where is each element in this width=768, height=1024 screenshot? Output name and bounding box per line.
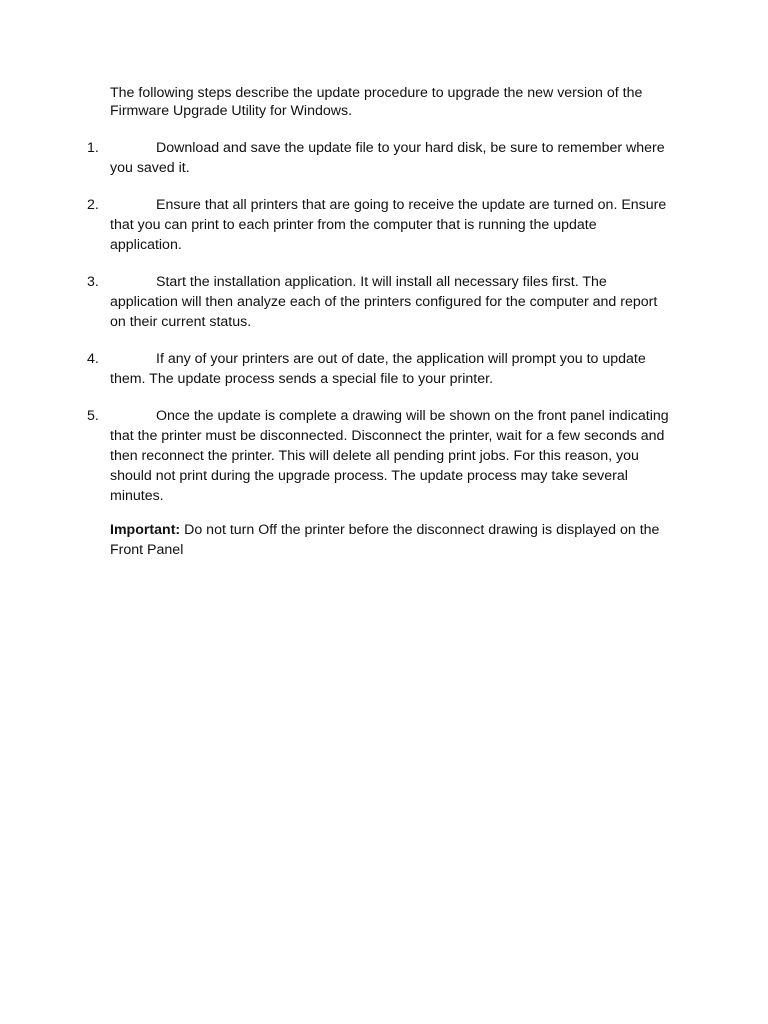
step-text: Once the update is complete a drawing will be shown on the front panel indicating that the printer must be disconnected. Disconnect the printer, wait for a few seconds and then reconnect the printer. This will delete all pending print jobs. For this reason, you should not print during the upgrade process. The update process may take several minutes.	[110, 408, 669, 504]
step-text: Ensure that all printers that are going to receive the update are turned on. Ensure that you can print to each printer from the computer that is running the update application.	[110, 197, 667, 253]
step-number: 1.	[87, 140, 99, 156]
step-text: Start the installation application. It will install all necessary files first. The application will then analyze each of the printers configured for the computer and report on their current status.	[110, 274, 658, 330]
step-number: 2.	[87, 197, 99, 213]
important-text: Do not turn Off the printer before the disconnect drawing is displayed on the Front Panel	[110, 522, 660, 558]
intro-paragraph: The following steps describe the update procedure to upgrade the new version of the Firmware Upgrade Utility for Windows.	[110, 85, 643, 119]
important-note	[110, 520, 670, 560]
list-item	[0, 272, 670, 332]
list-item	[0, 349, 670, 389]
step-text: If any of your printers are out of date, the application will prompt you to update them. The update process sends a special file to your printer.	[110, 351, 646, 387]
list-item	[0, 195, 670, 255]
step-number: 4.	[87, 351, 99, 367]
important-label: Important:	[110, 522, 181, 538]
list-item	[0, 406, 670, 506]
steps-list	[0, 138, 768, 523]
step-text: Download and save the update file to your hard disk, be sure to remember where you saved it.	[110, 140, 665, 176]
list-item	[0, 138, 670, 178]
step-number: 3.	[87, 274, 99, 290]
step-number: 5.	[87, 408, 99, 424]
